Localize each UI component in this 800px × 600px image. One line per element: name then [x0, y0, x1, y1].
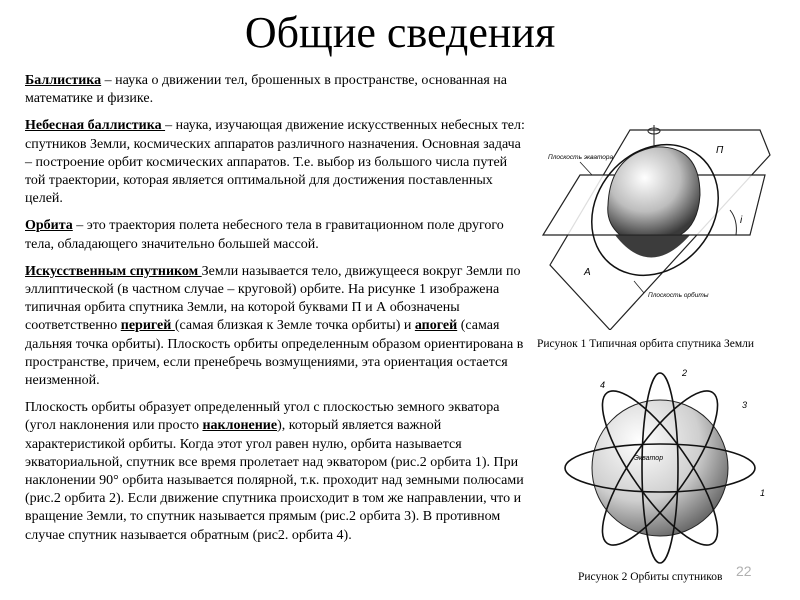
term-apogee: апогей [414, 318, 458, 334]
term-inclination: наклонение [202, 418, 278, 434]
paragraph-ballistics [25, 72, 525, 108]
definition-celestial-ballistics: – наука, изучающая движение искусственных небесных тел: спутников Земли, космических аппаратов различного назначения. Основная задача – построение орбит космических аппаратов. Т.е. выбор из большого числа путей той траектории, которая является оптимальной для достижения поставленных целей. [25, 118, 525, 207]
label-equator: Экватор [634, 455, 664, 462]
label-perigee: П [716, 145, 724, 156]
figure-2-caption: Рисунок 2 Орбиты спутников [578, 571, 723, 583]
paragraph-artificial-satellite [25, 263, 525, 390]
definition-orbit: – это траектория полета небесного тела в гравитационном поле другого тела, обладающего значительно большей массой. [25, 218, 504, 252]
term-orbit: Орбита [25, 218, 73, 234]
slide-number: 22 [736, 563, 752, 579]
paragraph-celestial-ballistics [25, 117, 525, 208]
term-artificial-satellite: Искусственным спутником [25, 263, 202, 279]
text-satellite-2: (самая близкая к Земле точка орбиты) и [174, 318, 415, 334]
paragraph-inclination [25, 399, 525, 545]
definition-ballistics: – наука о движении тел, брошенных в пространстве, основанная на математике и физике. [25, 73, 507, 107]
label-orbit-plane: Плоскость орбиты [648, 292, 709, 299]
label-apogee: А [584, 267, 591, 278]
text-column [25, 72, 525, 554]
text-inclination-2: ), который является важной характеристикой орбиты. Когда этот угол равен нулю, орбита называется экваториальной, спутник все время пролетает над экватором (рис.2 орбита 1). При наклонении 90° орбита называется полярной, т.к. проходит над земными полюсами (рис.2 орбита 2). Если движение спутника происходит в том же направлении, что и вращение Земли, то спутник называется прямым (рис.2 орбита 3). В противном случае спутник называется обратным (рис2. орбита 4). [25, 418, 524, 543]
term-celestial-ballistics: Небесная баллистика [25, 118, 166, 134]
figure-1-caption: Рисунок 1 Типичная орбита спутника Земли [537, 338, 755, 350]
figure-satellite-orbits-diagram [560, 368, 770, 568]
term-ballistics: Баллистика [25, 73, 102, 88]
label-inclination: i [740, 215, 743, 226]
text-inclination-1: Плоскость орбиты образует определенный угол с плоскостью земного экватора (угол наклонения или просто [25, 400, 500, 434]
paragraph-orbit [25, 217, 525, 253]
text-satellite-1: Земли называется тело, движущееся вокруг Земли по эллиптической (в частном случае – круговой) орбите. На рисунке 1 изображена типичная орбита спутника Земли, на которой буквами П и А обозначены соответственно [25, 263, 521, 334]
label-orbit-3: 3 [742, 400, 748, 410]
label-equator-plane: Плоскость экватора [548, 154, 614, 161]
text-satellite-3: (самая дальняя точка орбиты). Плоскость орбиты определенным образом ориентирована в пространстве, причем, если пренебречь возмущениями, эта ориентация остается неизменной. [25, 318, 524, 389]
label-orbit-4: 4 [600, 380, 606, 390]
slide-title: Общие сведения [244, 8, 556, 57]
term-perigee: перигей [120, 318, 175, 334]
label-orbit-2: 2 [682, 368, 688, 378]
figure-typical-orbit-diagram [540, 125, 780, 330]
label-orbit-1: 1 [760, 488, 766, 498]
